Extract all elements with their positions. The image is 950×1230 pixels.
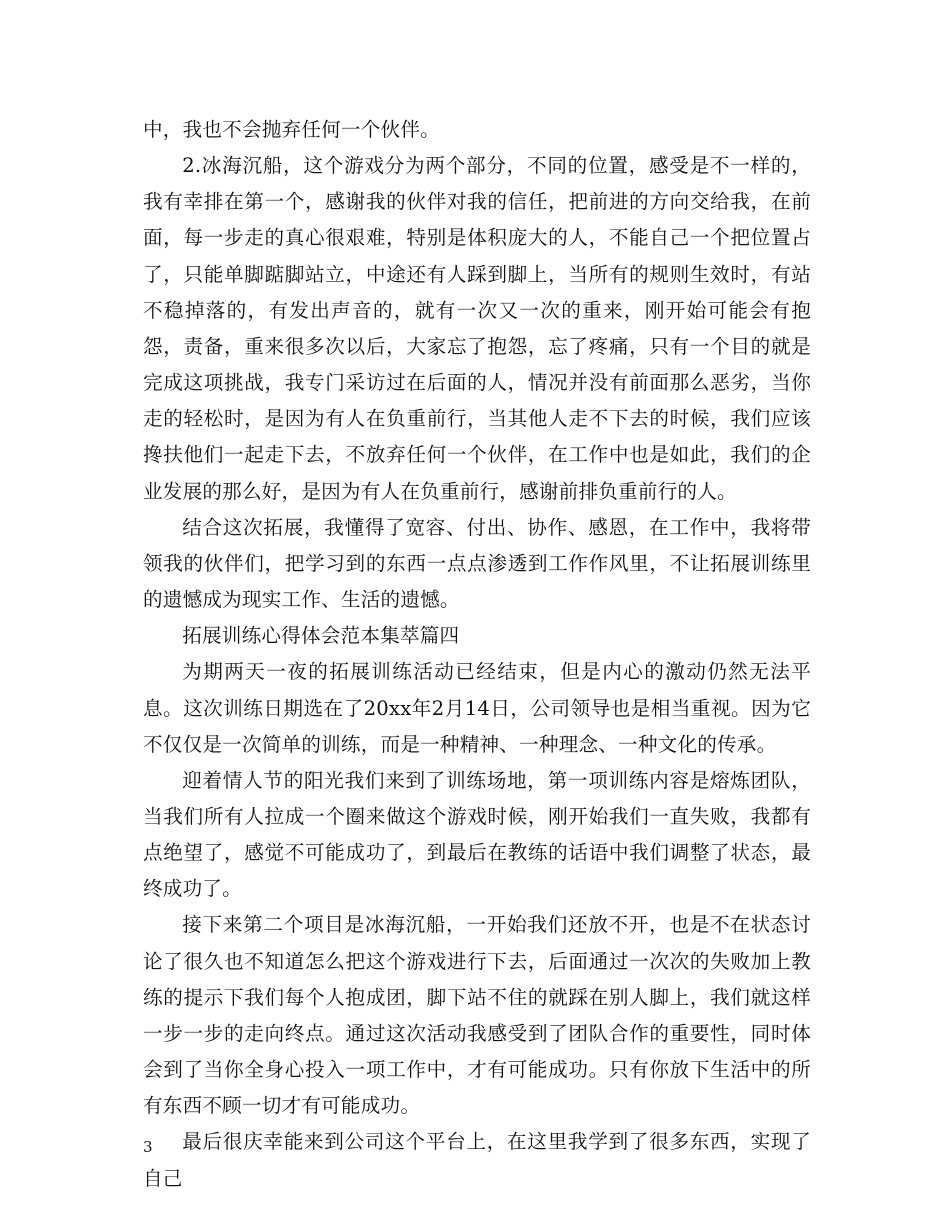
paragraph-intro: 为期两天一夜的拓展训练活动已经结束，但是内心的激动仍然无法平息。这次训练日期选在了20xx年2月14日，公司领导也是相当重视。因为它不仅仅是一次简单的训练，而是一种精神、一种理念、一种文化的传承。	[143, 660, 811, 756]
paragraph-closing: 最后很庆幸能来到公司这个平台上，在这里我学到了很多东西，实现了自己	[143, 1130, 811, 1190]
paragraph-second-project: 接下来第二个项目是冰海沉船，一开始我们还放不开，也是不在状态讨论了很久也不知道怎么把这个游戏进行下去，后面通过一次次的失败加上教练的提示下我们每个人抱成团，脚下站不住的就踩在别人脚上，我们就这样一步一步的走向终点。通过这次活动我感受到了团队合作的重要性，同时体会到了当你全身心投入一项工作中，才有可能成功。只有你放下生活中的所有东西不顾一切才有可能成功。	[143, 913, 811, 1118]
paragraph-team-forging: 迎着情人节的阳光我们来到了训练场地，第一项训练内容是熔炼团队，当我们所有人拉成一个圈来做这个游戏时候，刚开始我们一直失败，我都有点绝望了，感觉不可能成功了，到最后在教练的话语中我们调整了状态，最终成功了。	[143, 768, 811, 901]
page-number: 3	[143, 1138, 153, 1156]
paragraph-summary: 结合这次拓展，我懂得了宽容、付出、协作、感恩，在工作中，我将带领我的伙伴们，把学习到的东西一点点渗透到工作作风里，不让拓展训练里的遗憾成为现实工作、生活的遗憾。	[143, 515, 811, 612]
paragraph-ice-sea-ship: 2.冰海沉船，这个游戏分为两个部分，不同的位置，感受是不一样的，我有幸排在第一个，感谢我的伙伴对我的信任，把前进的方向交给我，在前面，每一步走的真心很艰难，特别是体积庞大的人，不能自己一个把位置占了，只能单脚踮脚站立，中途还有人踩到脚上，当所有的规则生效时，有站不稳掉落的，有发出声音的，就有一次又一次的重来，刚开始可能会有抱怨，责备，重来很多次以后，大家忘了抱怨，忘了疼痛，只有一个目的就是完成这项挑战，我专门采访过在后面的人，情况并没有前面那么恶劣，当你走的轻松时，是因为有人在负重前行，当其他人走不下去的时候，我们应该搀扶他们一起走下去，不放弃任何一个伙伴，在工作中也是如此，我们的企业发展的那么好，是因为有人在负重前行，感谢前排负重前行的人。	[143, 154, 811, 503]
body-text	[143, 112, 811, 1197]
paragraph-continuation: 中，我也不会抛弃任何一个伙伴。	[143, 118, 440, 141]
section-heading: 拓展训练心得体会范本集萃篇四	[182, 624, 460, 648]
